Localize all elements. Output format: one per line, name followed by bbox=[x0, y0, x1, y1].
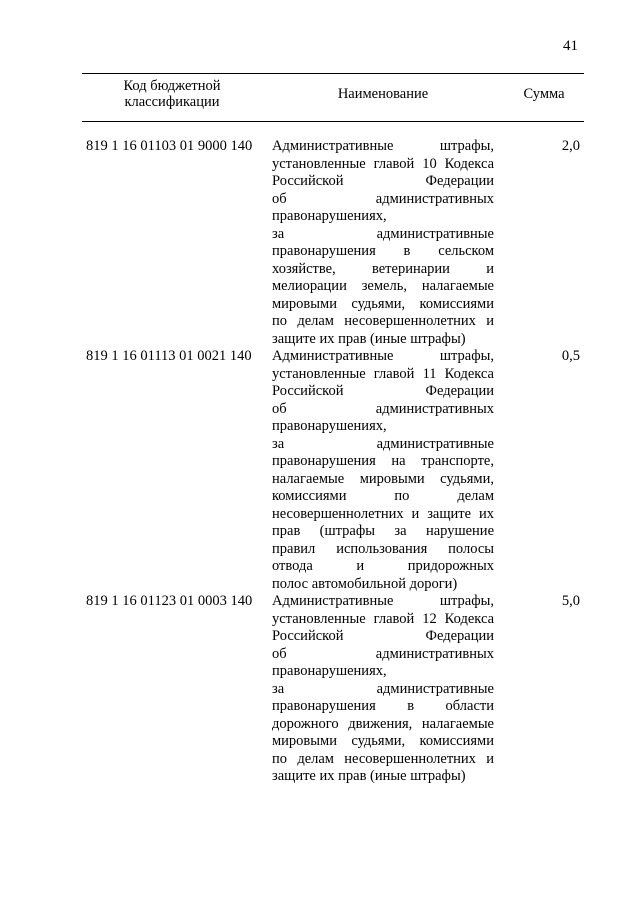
header-code-column bbox=[86, 78, 258, 110]
item-name-line: правонарушения в области bbox=[272, 698, 494, 714]
item-name-line: за административные bbox=[272, 435, 494, 452]
item-name-line: об административных bbox=[272, 400, 494, 417]
item-name-line: установленные главой 12 Кодекса bbox=[272, 610, 494, 627]
item-name-line: правонарушениях, bbox=[272, 418, 387, 434]
item-name-line: Российской Федерации bbox=[272, 628, 494, 644]
item-name-line: Административные штрафы, bbox=[272, 593, 494, 609]
item-name-line: правонарушениях, bbox=[272, 208, 387, 224]
item-name-line: за административные bbox=[272, 225, 494, 242]
item-name-line: отвода и придорожных bbox=[272, 558, 494, 574]
budget-code: 819 1 16 01103 01 9000 140 bbox=[86, 138, 253, 154]
header-name-column: Наименование bbox=[337, 86, 429, 102]
header-code-line1: Код бюджетной bbox=[123, 78, 221, 94]
item-name-line: мировыми судьями, комиссиями bbox=[272, 733, 494, 749]
item-name-line: правонарушения на транспорте, bbox=[272, 453, 494, 469]
item-name-line: по делам несовершеннолетних и bbox=[272, 750, 494, 767]
table-header-top-rule bbox=[82, 73, 584, 74]
item-name-line: установленные главой 10 Кодекса bbox=[272, 155, 494, 172]
item-name-line: прав (штрафы за нарушение bbox=[272, 523, 494, 539]
item-name-line: об административных bbox=[272, 190, 494, 207]
item-name-line: Административные штрафы, bbox=[272, 348, 494, 364]
item-name-line: мелиорации земель, налагаемые bbox=[272, 278, 494, 294]
budget-code: 819 1 16 01123 01 0003 140 bbox=[86, 593, 253, 609]
item-name-line: установленные главой 11 Кодекса bbox=[272, 365, 494, 382]
item-name-line: правонарушения в сельском bbox=[272, 243, 494, 259]
item-name-line: за административные bbox=[272, 680, 494, 697]
item-name-line: об административных bbox=[272, 645, 494, 662]
header-sum-column: Сумма bbox=[523, 86, 565, 102]
item-name-line: правонарушениях, bbox=[272, 663, 387, 679]
item-name bbox=[272, 138, 494, 348]
item-name bbox=[272, 348, 494, 593]
table-header-bottom-rule bbox=[82, 121, 584, 122]
item-name bbox=[272, 593, 494, 786]
budget-code: 819 1 16 01113 01 0021 140 bbox=[86, 348, 252, 364]
item-sum: 5,0 bbox=[561, 593, 580, 609]
item-name-line: защите их прав (иные штрафы) bbox=[272, 330, 466, 347]
item-name-line: дорожного движения, налагаемые bbox=[272, 715, 494, 732]
item-sum: 0,5 bbox=[561, 348, 580, 364]
item-sum: 2,0 bbox=[561, 138, 580, 154]
item-name-line: хозяйстве, ветеринарии и bbox=[272, 260, 494, 277]
item-name-line: полос автомобильной дороги) bbox=[272, 575, 458, 592]
item-name-line: Административные штрафы, bbox=[272, 138, 494, 154]
item-name-line: комиссиями по делам bbox=[272, 488, 494, 504]
item-name-line: несовершеннолетних и защите их bbox=[272, 505, 494, 522]
item-name-line: Российской Федерации bbox=[272, 173, 494, 189]
item-name-line: мировыми судьями, комиссиями bbox=[272, 295, 494, 312]
item-name-line: по делам несовершеннолетних и bbox=[272, 313, 494, 329]
item-name-line: налагаемые мировыми судьями, bbox=[272, 470, 494, 487]
page-number: 41 bbox=[563, 38, 578, 54]
item-name-line: защите их прав (иные штрафы) bbox=[272, 768, 466, 784]
header-code-line2: классификации bbox=[124, 94, 220, 110]
item-name-line: Российской Федерации bbox=[272, 383, 494, 399]
item-name-line: правил использования полосы bbox=[272, 540, 494, 557]
